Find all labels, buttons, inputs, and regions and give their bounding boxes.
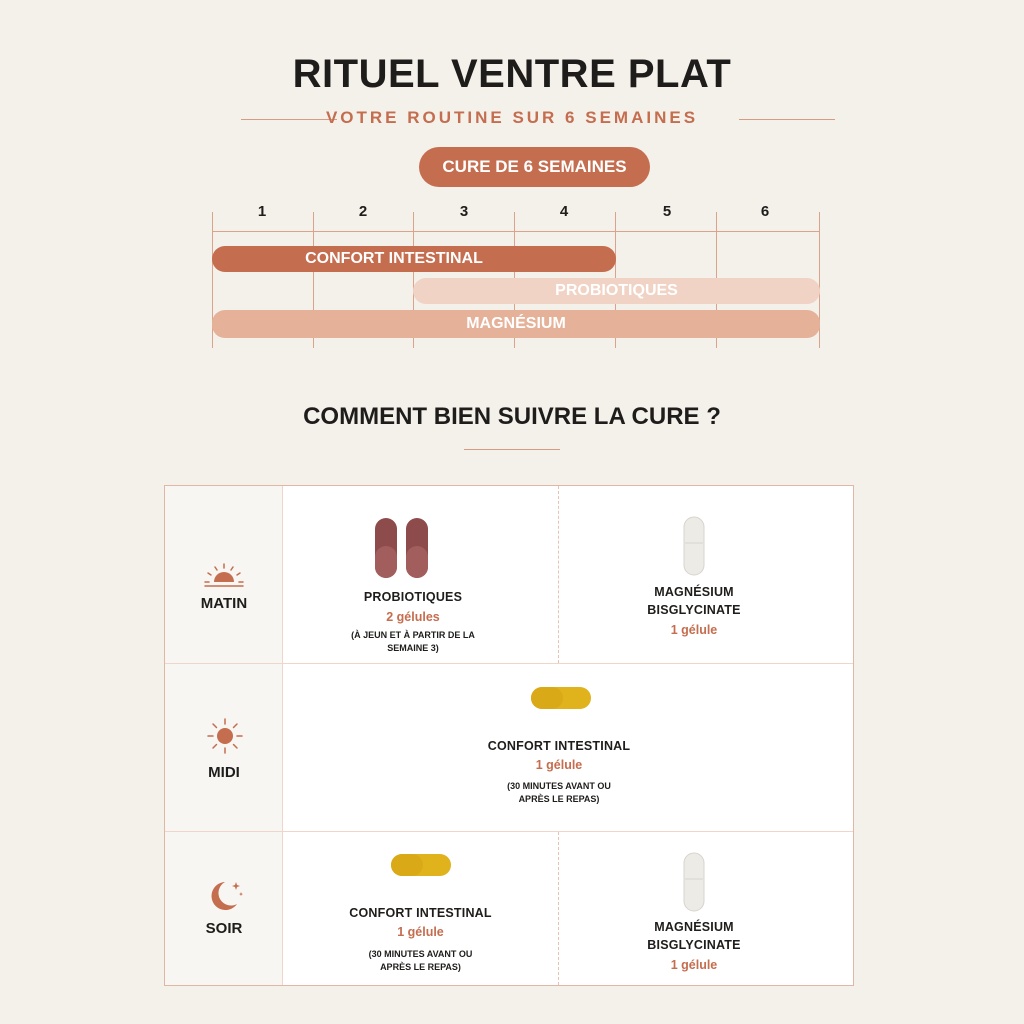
product-dose: 2 gélules: [386, 610, 440, 624]
period-label-matin: MATIN: [200, 595, 248, 612]
moon-icon: [207, 878, 245, 914]
product-dose: 1 gélule: [670, 958, 718, 972]
product-note-line1: (30 MINUTES AVANT OU: [368, 949, 473, 959]
confort-capsule-icon: [530, 686, 592, 710]
bar-label: CONFORT INTESTINAL: [305, 250, 483, 267]
page-subtitle: VOTRE ROUTINE SUR 6 SEMAINES: [325, 108, 699, 127]
probiotic-capsules-icon: [373, 516, 433, 580]
product-name: PROBIOTIQUES: [363, 590, 463, 604]
bar-probiotiques: [413, 278, 820, 304]
product-dose: 1 gélule: [670, 623, 718, 637]
bar-magnesium: [212, 310, 820, 338]
magnesium-capsule-icon: [683, 516, 705, 576]
product-note-line1: (30 MINUTES AVANT OU: [507, 781, 611, 791]
magnesium-capsule-icon: [683, 852, 705, 912]
week-label-4: 4: [559, 203, 569, 220]
timeline-grid: [0, 0, 1024, 360]
product-note-line2: APRÈS LE REPAS): [518, 794, 600, 804]
bar-label: MAGNÉSIUM: [466, 315, 566, 332]
period-label-midi: MIDI: [208, 764, 240, 781]
row-divider: [165, 663, 853, 664]
product-name: CONFORT INTESTINAL: [487, 739, 631, 753]
schedule-table: [164, 485, 854, 986]
period-label-soir: SOIR: [205, 920, 243, 937]
sun-icon: [207, 718, 243, 754]
page-title: RITUEL VENTRE PLAT: [292, 52, 732, 96]
product-note-line2: SEMAINE 3): [387, 643, 439, 653]
confort-capsule-icon: [390, 853, 452, 877]
cure-duration-badge: CURE DE 6 SEMAINES: [419, 147, 650, 187]
product-dose: 1 gélule: [397, 925, 444, 939]
product-note-line2: APRÈS LE REPAS): [380, 962, 461, 972]
row-divider: [165, 831, 853, 832]
product-dose: 1 gélule: [535, 758, 583, 772]
product-name-line1: MAGNÉSIUM: [654, 920, 734, 934]
week-label-2: 2: [358, 203, 368, 220]
week-label-5: 5: [662, 203, 672, 220]
product-note-line1: (À JEUN ET À PARTIR DE LA: [351, 630, 475, 640]
bar-confort-intestinal: [212, 246, 616, 272]
product-name-line2: BISGLYCINATE: [647, 603, 741, 617]
week-label-1: 1: [257, 203, 267, 220]
week-label-3: 3: [459, 203, 469, 220]
week-label-6: 6: [760, 203, 770, 220]
sunrise-icon: [203, 562, 245, 588]
product-name-line2: BISGLYCINATE: [647, 938, 741, 952]
bar-label: PROBIOTIQUES: [555, 282, 678, 299]
timeline-axis: [212, 231, 820, 232]
section-rule: [464, 449, 560, 450]
product-name: CONFORT INTESTINAL: [349, 906, 492, 920]
section-title: COMMENT BIEN SUIVRE LA CURE ?: [303, 403, 721, 430]
product-name-line1: MAGNÉSIUM: [654, 585, 734, 599]
